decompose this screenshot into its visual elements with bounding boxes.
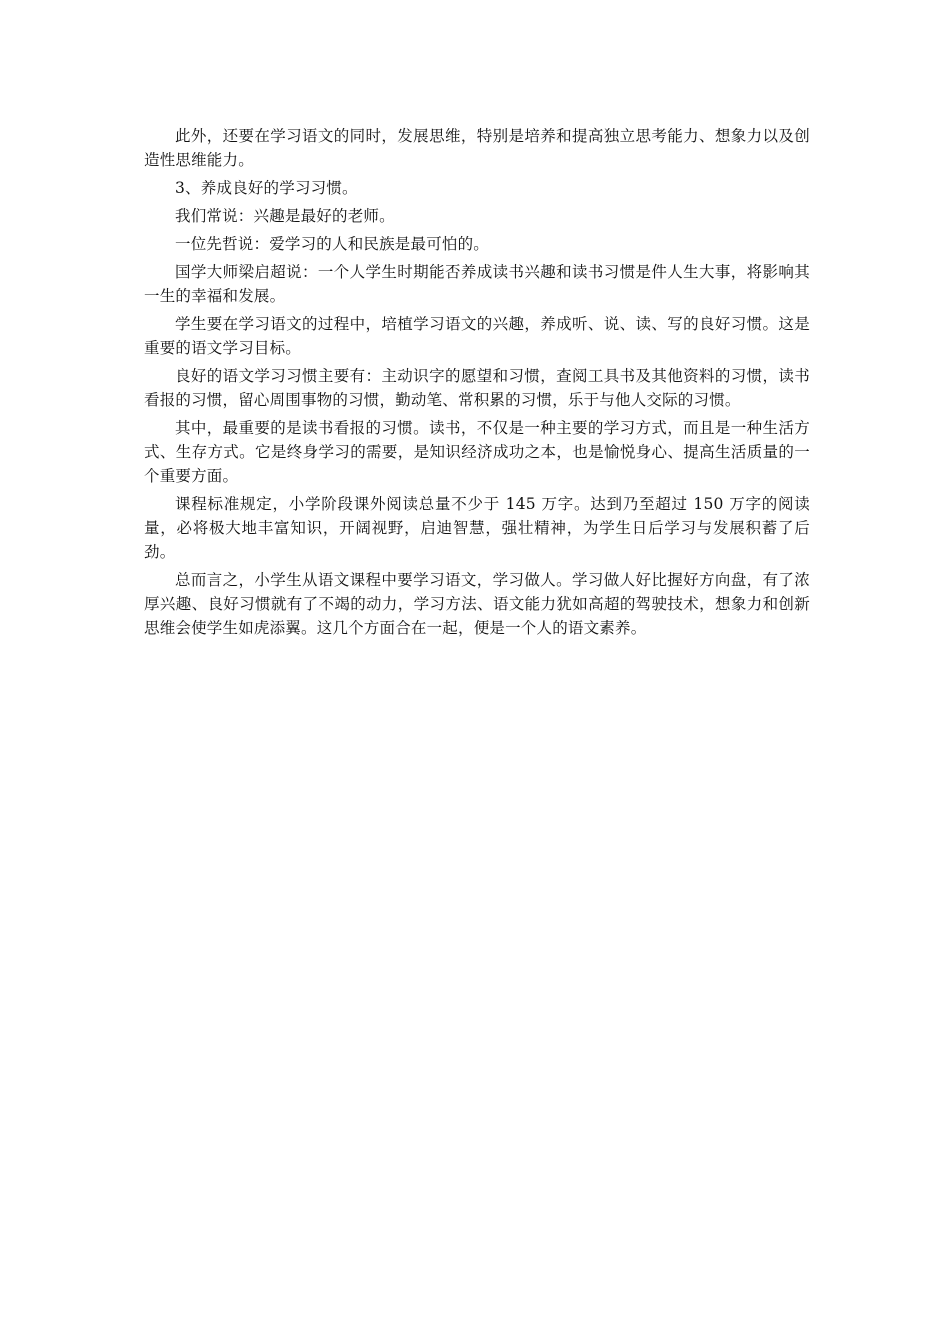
paragraph: 我们常说：兴趣是最好的老师。 <box>175 207 395 225</box>
paragraph: 良好的语文学习习惯主要有：主动识字的愿望和习惯，查阅工具书及其他资料的习惯，读书看报的习惯，留心周围事物的习惯，勤动笔、常积累的习惯，乐于与他人交际的习惯。 <box>144 367 810 409</box>
paragraph: 国学大师梁启超说：一个人学生时期能否养成读书兴趣和读书习惯是件人生大事，将影响其一生的幸福和发展。 <box>144 263 810 305</box>
paragraph: 其中，最重要的是读书看报的习惯。读书，不仅是一种主要的学习方式，而且是一种生活方式、生存方式。它是终身学习的需要，是知识经济成功之本，也是愉悦身心、提高生活质量的一个重要方面。 <box>144 419 810 485</box>
paragraph: 课程标准规定，小学阶段课外阅读总量不少于 145 万字。达到乃至超过 150 万字的阅读量，必将极大地丰富知识，开阔视野，启迪智慧，强壮精神，为学生日后学习与发展积蓄了后劲。 <box>144 495 810 561</box>
document-body <box>144 124 810 644</box>
paragraph: 学生要在学习语文的过程中，培植学习语文的兴趣，养成听、说、读、写的良好习惯。这是重要的语文学习目标。 <box>144 315 810 357</box>
paragraph: 此外，还要在学习语文的同时，发展思维，特别是培养和提高独立思考能力、想象力以及创造性思维能力。 <box>144 127 810 169</box>
paragraph: 一位先哲说：爱学习的人和民族是最可怕的。 <box>175 235 490 253</box>
paragraph: 总而言之，小学生从语文课程中要学习语文，学习做人。学习做人好比握好方向盘，有了浓厚兴趣、良好习惯就有了不竭的动力，学习方法、语文能力犹如高超的驾驶技术，想象力和创新思维会使学生如虎添翼。这几个方面合在一起，便是一个人的语文素养。 <box>144 571 810 637</box>
paragraph: 3、养成良好的学习习惯。 <box>175 179 358 197</box>
